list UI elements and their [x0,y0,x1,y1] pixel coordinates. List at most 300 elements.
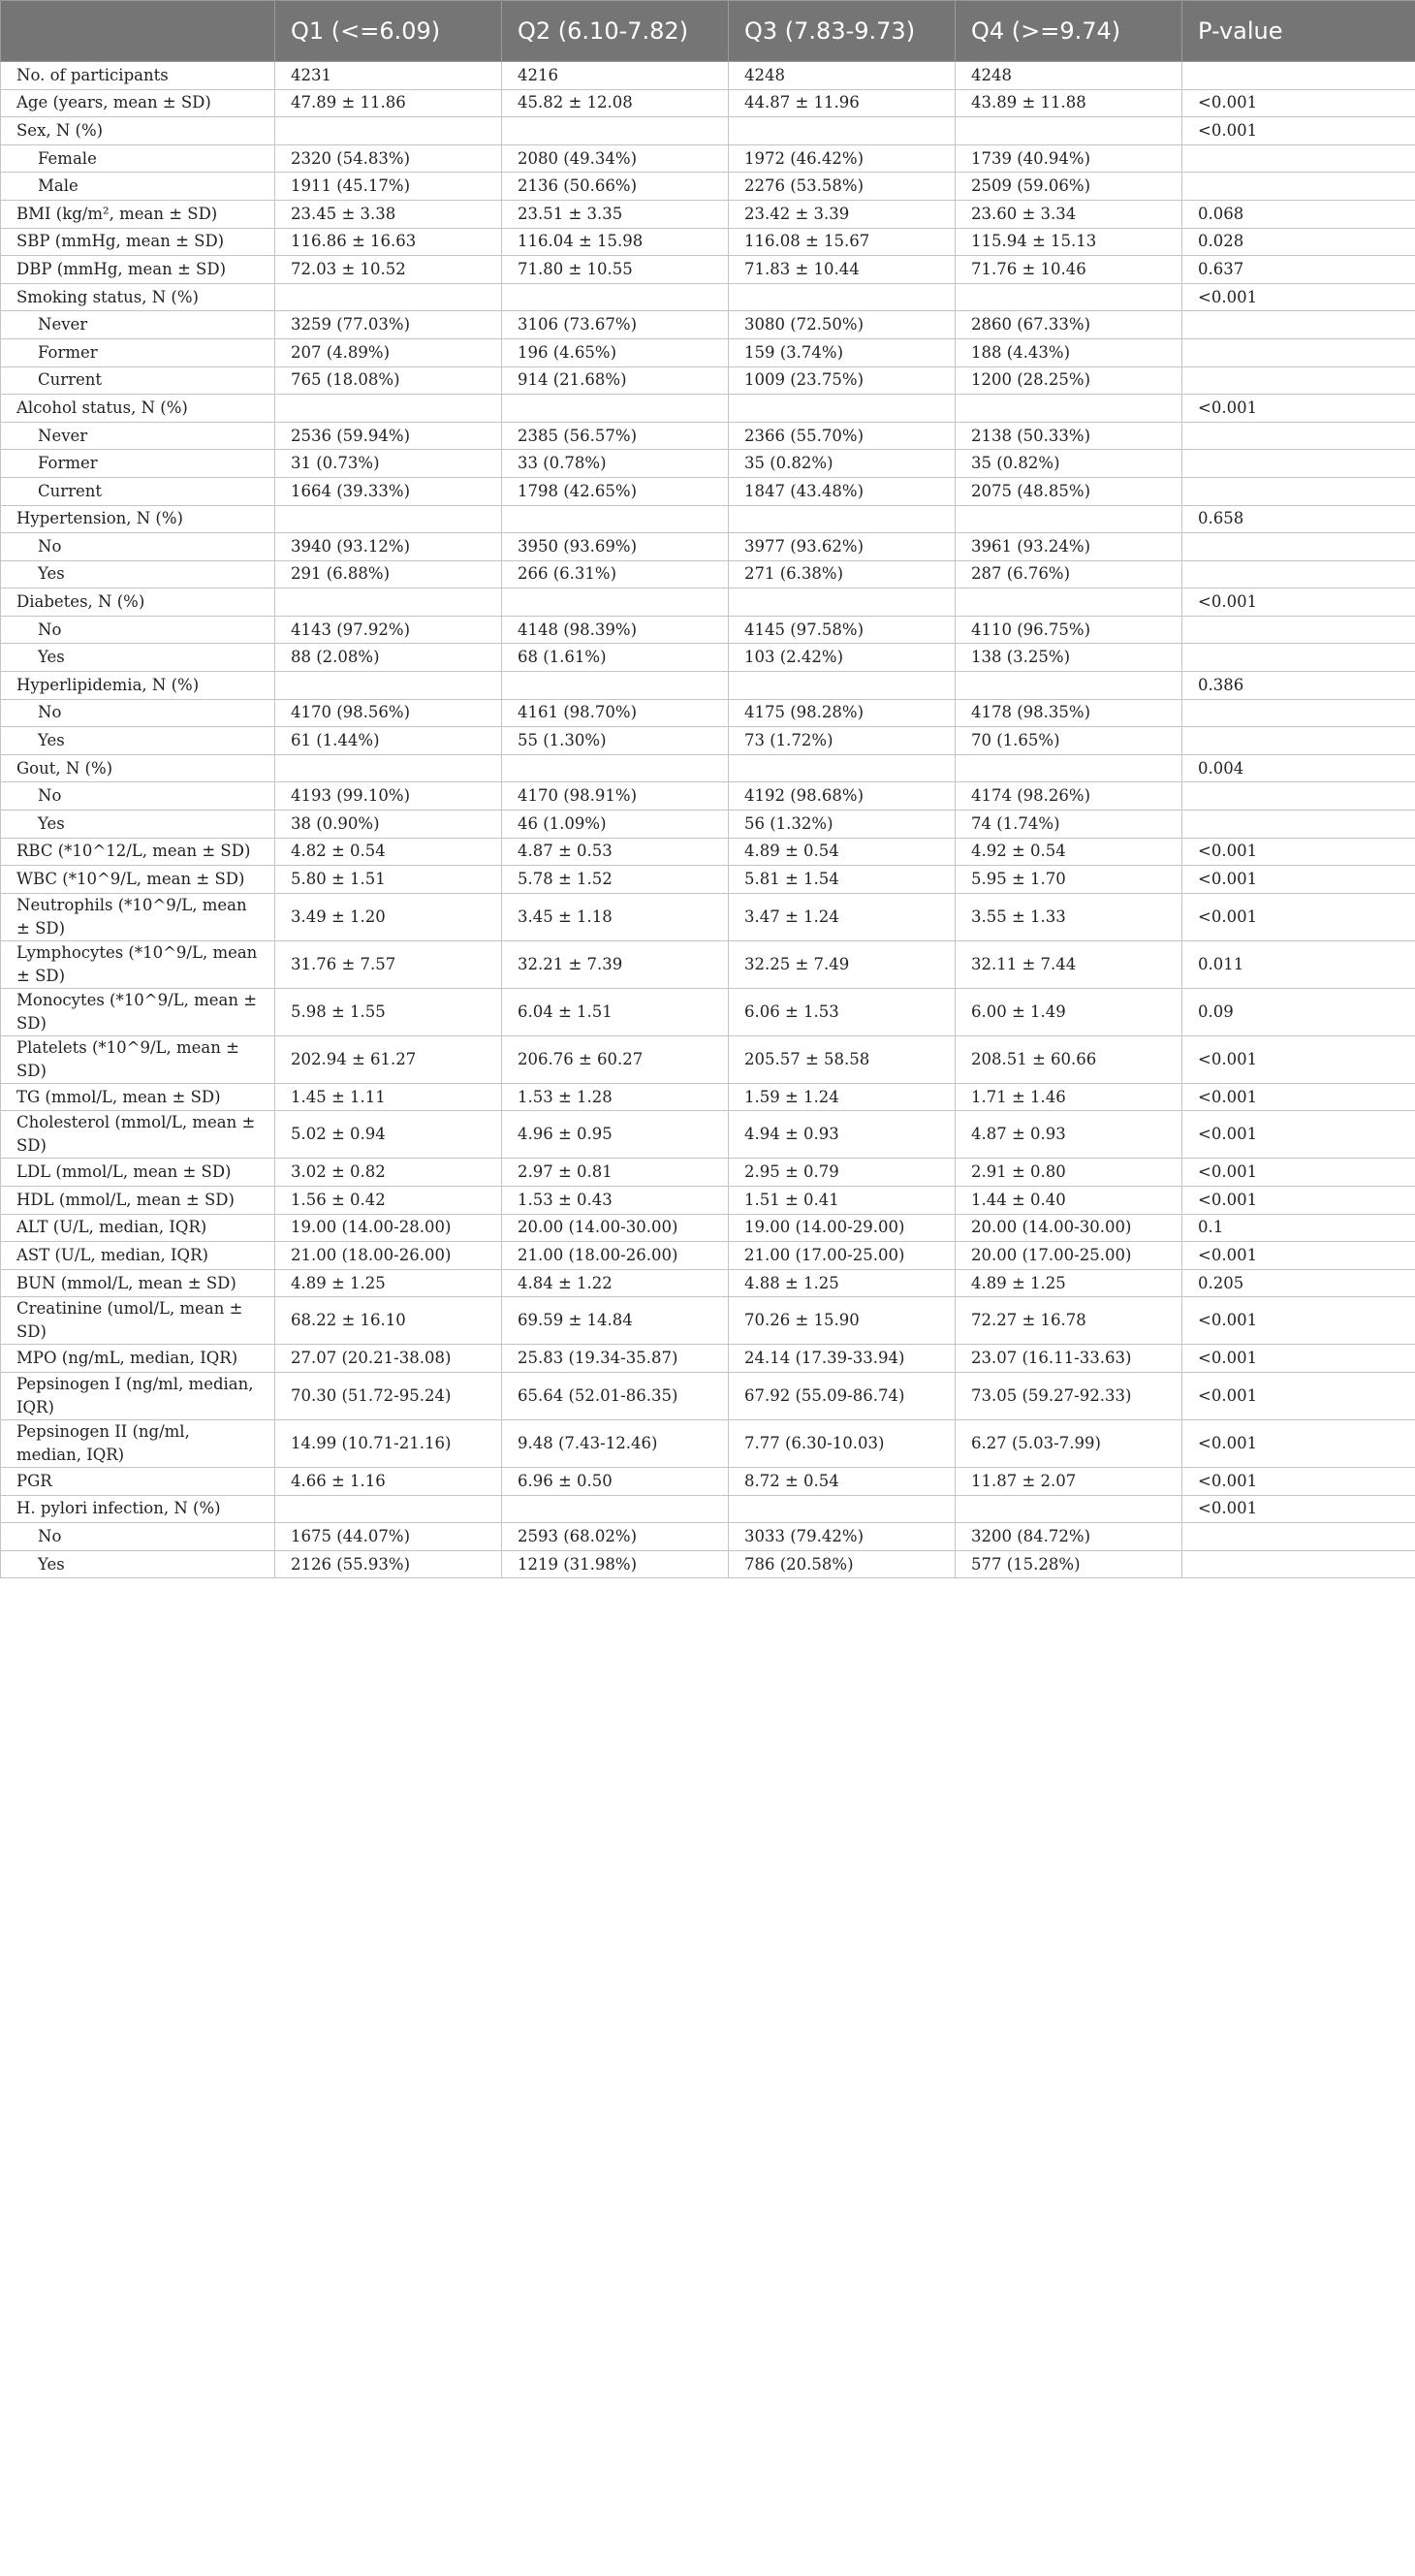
q3-cell: 4175 (98.28%) [729,699,956,727]
variable-cell: Yes [1,644,275,672]
p-value-cell: <0.001 [1182,1111,1415,1159]
q2-cell: 2593 (68.02%) [502,1523,729,1551]
table-row [1,450,1415,478]
q1-cell: 14.99 (10.71-21.16) [275,1419,502,1467]
q1-cell: 70.30 (51.72-95.24) [275,1372,502,1419]
table-row [1,62,1415,90]
q2-cell: 3106 (73.67%) [502,311,729,339]
q3-cell: 4192 (98.68%) [729,782,956,811]
variable-cell: Yes [1,560,275,588]
variable-cell: Former [1,338,275,366]
q2-cell: 20.00 (14.00-30.00) [502,1214,729,1242]
p-value-cell: <0.001 [1182,1035,1415,1083]
variable-cell: No [1,699,275,727]
q2-cell: 23.51 ± 3.35 [502,200,729,228]
q2-cell: 196 (4.65%) [502,338,729,366]
table-row [1,782,1415,811]
table-header [1,1,1415,62]
p-value-cell: <0.001 [1182,117,1415,145]
variable-cell: Gout, N (%) [1,754,275,782]
variable-cell: Current [1,366,275,395]
p-value-cell: <0.001 [1182,588,1415,617]
q2-cell: 4170 (98.91%) [502,782,729,811]
q4-cell: 2860 (67.33%) [956,311,1182,339]
variable-cell: MPO (ng/mL, median, IQR) [1,1345,275,1373]
header-cell-q4: Q4 (>=9.74) [956,1,1182,62]
q3-cell: 1.51 ± 0.41 [729,1187,956,1215]
q3-cell: 4145 (97.58%) [729,616,956,644]
q3-cell: 8.72 ± 0.54 [729,1467,956,1495]
table-row [1,1242,1415,1270]
p-value-cell [1182,560,1415,588]
q2-cell [502,1495,729,1523]
variable-cell: ALT (U/L, median, IQR) [1,1214,275,1242]
table-row [1,644,1415,672]
q2-cell: 5.78 ± 1.52 [502,866,729,894]
table-row [1,505,1415,533]
q1-cell: 5.02 ± 0.94 [275,1111,502,1159]
p-value-cell: 0.205 [1182,1269,1415,1297]
table-row [1,1372,1415,1419]
q2-cell: 68 (1.61%) [502,644,729,672]
p-value-cell [1182,1523,1415,1551]
table-row [1,366,1415,395]
p-value-cell: <0.001 [1182,893,1415,940]
q3-cell: 1972 (46.42%) [729,144,956,173]
table-row [1,754,1415,782]
q4-cell [956,283,1182,311]
table-row [1,672,1415,700]
variable-cell: Yes [1,1550,275,1578]
q3-cell [729,754,956,782]
header-row [1,1,1415,62]
q2-cell [502,672,729,700]
q1-cell: 3940 (93.12%) [275,533,502,561]
variable-cell: Pepsinogen II (ng/ml, median, IQR) [1,1419,275,1467]
variable-cell: Platelets (*10^9/L, mean ± SD) [1,1035,275,1083]
table-row [1,588,1415,617]
q3-cell: 271 (6.38%) [729,560,956,588]
q4-cell: 35 (0.82%) [956,450,1182,478]
variable-cell: DBP (mmHg, mean ± SD) [1,256,275,284]
variable-cell: Lymphocytes (*10^9/L, mean ± SD) [1,940,275,988]
q3-cell [729,505,956,533]
table-row [1,338,1415,366]
q2-cell: 1.53 ± 0.43 [502,1187,729,1215]
q4-cell: 20.00 (14.00-30.00) [956,1214,1182,1242]
table-row [1,1035,1415,1083]
q3-cell: 7.77 (6.30-10.03) [729,1419,956,1467]
p-value-cell: 0.658 [1182,505,1415,533]
q1-cell: 31 (0.73%) [275,450,502,478]
p-value-cell [1182,533,1415,561]
p-value-cell: <0.001 [1182,1495,1415,1523]
table-row [1,395,1415,423]
variable-cell: H. pylori infection, N (%) [1,1495,275,1523]
table-row [1,699,1415,727]
q3-cell: 4.94 ± 0.93 [729,1111,956,1159]
q2-cell: 33 (0.78%) [502,450,729,478]
q4-cell: 4178 (98.35%) [956,699,1182,727]
table-row [1,1495,1415,1523]
table-row [1,560,1415,588]
variable-cell: Smoking status, N (%) [1,283,275,311]
variable-cell: Female [1,144,275,173]
q1-cell [275,117,502,145]
p-value-cell: <0.001 [1182,1419,1415,1467]
table-row [1,422,1415,450]
table-row [1,228,1415,256]
q3-cell: 1847 (43.48%) [729,477,956,505]
q3-cell: 6.06 ± 1.53 [729,988,956,1035]
q1-cell: 47.89 ± 11.86 [275,89,502,117]
q4-cell: 1.71 ± 1.46 [956,1083,1182,1111]
q2-cell: 46 (1.09%) [502,811,729,839]
variable-cell: No. of participants [1,62,275,90]
variable-cell: Sex, N (%) [1,117,275,145]
q1-cell: 72.03 ± 10.52 [275,256,502,284]
q1-cell: 4.82 ± 0.54 [275,838,502,866]
q4-cell: 3200 (84.72%) [956,1523,1182,1551]
variable-cell: RBC (*10^12/L, mean ± SD) [1,838,275,866]
q4-cell: 2075 (48.85%) [956,477,1182,505]
variable-cell: AST (U/L, median, IQR) [1,1242,275,1270]
p-value-cell [1182,782,1415,811]
table-row [1,1523,1415,1551]
q1-cell: 1664 (39.33%) [275,477,502,505]
q3-cell: 2276 (53.58%) [729,173,956,201]
q3-cell: 3977 (93.62%) [729,533,956,561]
variable-cell: SBP (mmHg, mean ± SD) [1,228,275,256]
table-row [1,311,1415,339]
table-row [1,1111,1415,1159]
q3-cell: 73 (1.72%) [729,727,956,755]
table-row [1,117,1415,145]
q3-cell: 24.14 (17.39-33.94) [729,1345,956,1373]
q1-cell: 116.86 ± 16.63 [275,228,502,256]
p-value-cell [1182,422,1415,450]
q1-cell: 291 (6.88%) [275,560,502,588]
q1-cell: 23.45 ± 3.38 [275,200,502,228]
p-value-cell [1182,144,1415,173]
q4-cell: 2138 (50.33%) [956,422,1182,450]
q2-cell [502,588,729,617]
q3-cell: 786 (20.58%) [729,1550,956,1578]
q4-cell: 208.51 ± 60.66 [956,1035,1182,1083]
q1-cell: 3.02 ± 0.82 [275,1159,502,1187]
table-row [1,1550,1415,1578]
q2-cell: 1.53 ± 1.28 [502,1083,729,1111]
q3-cell: 2.95 ± 0.79 [729,1159,956,1187]
variable-cell: Current [1,477,275,505]
variable-cell: TG (mmol/L, mean ± SD) [1,1083,275,1111]
q1-cell: 1.56 ± 0.42 [275,1187,502,1215]
p-value-cell: <0.001 [1182,1242,1415,1270]
table-row [1,1159,1415,1187]
variable-cell: No [1,533,275,561]
q3-cell: 3080 (72.50%) [729,311,956,339]
table-row [1,144,1415,173]
table-row [1,1214,1415,1242]
q3-cell: 3.47 ± 1.24 [729,893,956,940]
p-value-cell [1182,62,1415,90]
variable-cell: HDL (mmol/L, mean ± SD) [1,1187,275,1215]
q4-cell: 2.91 ± 0.80 [956,1159,1182,1187]
q2-cell [502,754,729,782]
p-value-cell: 0.637 [1182,256,1415,284]
variable-cell: No [1,616,275,644]
p-value-cell [1182,450,1415,478]
p-value-cell: <0.001 [1182,395,1415,423]
q4-cell: 3.55 ± 1.33 [956,893,1182,940]
table-row [1,200,1415,228]
variable-cell: WBC (*10^9/L, mean ± SD) [1,866,275,894]
q3-cell: 4248 [729,62,956,90]
header-cell-q2: Q2 (6.10-7.82) [502,1,729,62]
table-row [1,533,1415,561]
q4-cell: 188 (4.43%) [956,338,1182,366]
q3-cell: 21.00 (17.00-25.00) [729,1242,956,1270]
q2-cell: 4.96 ± 0.95 [502,1111,729,1159]
q1-cell: 61 (1.44%) [275,727,502,755]
table-row [1,616,1415,644]
q3-cell: 71.83 ± 10.44 [729,256,956,284]
variable-cell: Neutrophils (*10^9/L, mean ± SD) [1,893,275,940]
table-row [1,477,1415,505]
q1-cell: 5.98 ± 1.55 [275,988,502,1035]
q1-cell: 68.22 ± 16.10 [275,1297,502,1345]
q2-cell: 3.45 ± 1.18 [502,893,729,940]
q2-cell: 9.48 (7.43-12.46) [502,1419,729,1467]
q3-cell: 1009 (23.75%) [729,366,956,395]
q3-cell: 32.25 ± 7.49 [729,940,956,988]
q3-cell: 4.88 ± 1.25 [729,1269,956,1297]
q1-cell: 1675 (44.07%) [275,1523,502,1551]
q2-cell: 4.84 ± 1.22 [502,1269,729,1297]
variable-cell: Pepsinogen I (ng/ml, median, IQR) [1,1372,275,1419]
table-row [1,866,1415,894]
q4-cell: 4174 (98.26%) [956,782,1182,811]
q4-cell: 4.87 ± 0.93 [956,1111,1182,1159]
variable-cell: BUN (mmol/L, mean ± SD) [1,1269,275,1297]
q3-cell: 67.92 (55.09-86.74) [729,1372,956,1419]
table-row [1,893,1415,940]
p-value-cell: <0.001 [1182,1297,1415,1345]
q2-cell: 1798 (42.65%) [502,477,729,505]
q1-cell: 1.45 ± 1.11 [275,1083,502,1111]
variable-cell: Never [1,422,275,450]
q4-cell: 2509 (59.06%) [956,173,1182,201]
table-row [1,1269,1415,1297]
q3-cell: 1.59 ± 1.24 [729,1083,956,1111]
table-row [1,1083,1415,1111]
q1-cell: 31.76 ± 7.57 [275,940,502,988]
q1-cell: 4.89 ± 1.25 [275,1269,502,1297]
q2-cell [502,395,729,423]
table-row [1,988,1415,1035]
variable-cell: No [1,782,275,811]
q1-cell [275,505,502,533]
q4-cell: 138 (3.25%) [956,644,1182,672]
q3-cell: 4.89 ± 0.54 [729,838,956,866]
p-value-cell [1182,1550,1415,1578]
q1-cell: 38 (0.90%) [275,811,502,839]
q3-cell: 159 (3.74%) [729,338,956,366]
q2-cell: 71.80 ± 10.55 [502,256,729,284]
q2-cell: 266 (6.31%) [502,560,729,588]
q4-cell: 72.27 ± 16.78 [956,1297,1182,1345]
p-value-cell [1182,477,1415,505]
table-row [1,1419,1415,1467]
variable-cell: Yes [1,811,275,839]
q4-cell: 74 (1.74%) [956,811,1182,839]
q2-cell: 3950 (93.69%) [502,533,729,561]
variable-cell: Monocytes (*10^9/L, mean ± SD) [1,988,275,1035]
p-value-cell: <0.001 [1182,866,1415,894]
q3-cell: 56 (1.32%) [729,811,956,839]
q4-cell: 43.89 ± 11.88 [956,89,1182,117]
table-row [1,940,1415,988]
q3-cell: 116.08 ± 15.67 [729,228,956,256]
table-row [1,283,1415,311]
header-cell-q1: Q1 (<=6.09) [275,1,502,62]
q3-cell [729,117,956,145]
q4-cell: 4.89 ± 1.25 [956,1269,1182,1297]
q2-cell: 21.00 (18.00-26.00) [502,1242,729,1270]
q4-cell: 73.05 (59.27-92.33) [956,1372,1182,1419]
q3-cell: 35 (0.82%) [729,450,956,478]
q2-cell: 55 (1.30%) [502,727,729,755]
variable-cell: Age (years, mean ± SD) [1,89,275,117]
q2-cell [502,117,729,145]
p-value-cell: <0.001 [1182,89,1415,117]
q1-cell: 4170 (98.56%) [275,699,502,727]
p-value-cell: 0.386 [1182,672,1415,700]
q4-cell [956,754,1182,782]
table-row [1,256,1415,284]
q4-cell: 115.94 ± 15.13 [956,228,1182,256]
q2-cell: 2080 (49.34%) [502,144,729,173]
q1-cell [275,588,502,617]
p-value-cell [1182,727,1415,755]
p-value-cell [1182,616,1415,644]
q2-cell [502,505,729,533]
q3-cell: 103 (2.42%) [729,644,956,672]
q2-cell: 4161 (98.70%) [502,699,729,727]
q1-cell: 3259 (77.03%) [275,311,502,339]
p-value-cell: 0.028 [1182,228,1415,256]
p-value-cell: 0.1 [1182,1214,1415,1242]
variable-cell: PGR [1,1467,275,1495]
q1-cell: 4143 (97.92%) [275,616,502,644]
q2-cell: 4148 (98.39%) [502,616,729,644]
q2-cell: 2.97 ± 0.81 [502,1159,729,1187]
q2-cell: 6.04 ± 1.51 [502,988,729,1035]
q1-cell: 207 (4.89%) [275,338,502,366]
q1-cell [275,395,502,423]
q3-cell: 23.42 ± 3.39 [729,200,956,228]
p-value-cell: <0.001 [1182,1467,1415,1495]
q1-cell: 765 (18.08%) [275,366,502,395]
q2-cell: 6.96 ± 0.50 [502,1467,729,1495]
q4-cell: 11.87 ± 2.07 [956,1467,1182,1495]
q3-cell: 70.26 ± 15.90 [729,1297,956,1345]
q4-cell [956,588,1182,617]
q1-cell [275,1495,502,1523]
q3-cell [729,1495,956,1523]
q4-cell: 4110 (96.75%) [956,616,1182,644]
q1-cell: 27.07 (20.21-38.08) [275,1345,502,1373]
q4-cell: 71.76 ± 10.46 [956,256,1182,284]
q1-cell: 4231 [275,62,502,90]
p-value-cell [1182,644,1415,672]
q3-cell [729,672,956,700]
q2-cell: 45.82 ± 12.08 [502,89,729,117]
q1-cell: 2320 (54.83%) [275,144,502,173]
table-row [1,1297,1415,1345]
q4-cell: 23.60 ± 3.34 [956,200,1182,228]
q1-cell: 4.66 ± 1.16 [275,1467,502,1495]
q4-cell [956,505,1182,533]
p-value-cell [1182,366,1415,395]
q3-cell: 5.81 ± 1.54 [729,866,956,894]
q2-cell: 32.21 ± 7.39 [502,940,729,988]
table-row [1,811,1415,839]
q2-cell: 4216 [502,62,729,90]
q4-cell: 1739 (40.94%) [956,144,1182,173]
q4-cell: 4.92 ± 0.54 [956,838,1182,866]
table-row [1,727,1415,755]
q4-cell: 32.11 ± 7.44 [956,940,1182,988]
table-row [1,838,1415,866]
header-cell-p-value: P-value [1182,1,1415,62]
p-value-cell: <0.001 [1182,1083,1415,1111]
variable-cell: No [1,1523,275,1551]
p-value-cell [1182,173,1415,201]
q4-cell: 577 (15.28%) [956,1550,1182,1578]
variable-cell: LDL (mmol/L, mean ± SD) [1,1159,275,1187]
q4-cell: 287 (6.76%) [956,560,1182,588]
q4-cell: 70 (1.65%) [956,727,1182,755]
q3-cell: 3033 (79.42%) [729,1523,956,1551]
variable-cell: Male [1,173,275,201]
q1-cell: 2536 (59.94%) [275,422,502,450]
q2-cell: 65.64 (52.01-86.35) [502,1372,729,1419]
q1-cell: 1911 (45.17%) [275,173,502,201]
q1-cell: 4193 (99.10%) [275,782,502,811]
q4-cell: 1.44 ± 0.40 [956,1187,1182,1215]
q4-cell [956,672,1182,700]
q3-cell [729,395,956,423]
q1-cell [275,283,502,311]
q4-cell [956,1495,1182,1523]
q4-cell: 6.27 (5.03-7.99) [956,1419,1182,1467]
q2-cell: 206.76 ± 60.27 [502,1035,729,1083]
table-body [1,62,1415,1578]
q4-cell: 4248 [956,62,1182,90]
q2-cell [502,283,729,311]
q2-cell: 116.04 ± 15.98 [502,228,729,256]
variable-cell: Cholesterol (mmol/L, mean ± SD) [1,1111,275,1159]
p-value-cell [1182,811,1415,839]
table-row [1,1345,1415,1373]
variable-cell: Hypertension, N (%) [1,505,275,533]
q4-cell: 1200 (28.25%) [956,366,1182,395]
p-value-cell [1182,311,1415,339]
q1-cell [275,672,502,700]
q2-cell: 4.87 ± 0.53 [502,838,729,866]
p-value-cell [1182,338,1415,366]
